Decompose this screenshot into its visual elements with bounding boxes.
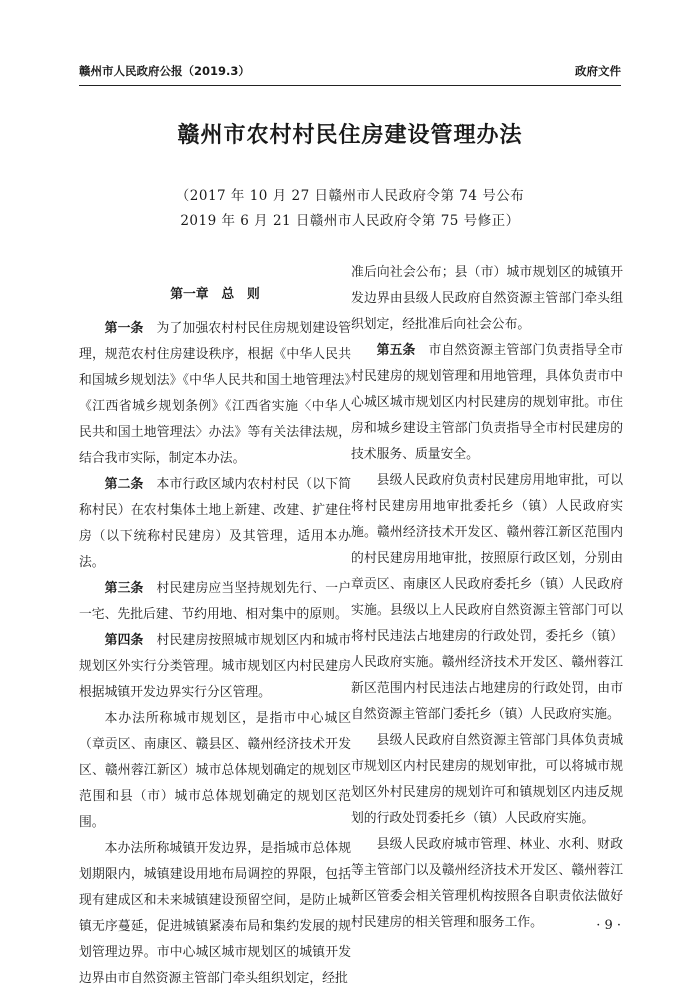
page-number: · 9 ·	[596, 918, 621, 933]
article-4	[79, 628, 351, 706]
paragraph: 县级人民政府自然资源主管部门具体负责城市规划区内村民建房的规划审批，可以将城市规划区外村民建房的规划许可和镇规划区内违反规划的行政处罚委托乡（镇）人民政府实施。	[351, 733, 623, 826]
article-5	[351, 338, 623, 468]
running-header	[79, 63, 621, 83]
article-label: 第三条	[104, 581, 144, 596]
left-column	[79, 260, 351, 992]
publication-note-line2: 2019 年 6 月 21 日赣州市人民政府令第 75 号修正）	[180, 213, 520, 229]
article-3	[79, 576, 351, 628]
article-text: 市自然资源主管部门负责指导全市村民建房的规划管理和用地管理，具体负责市中心城区城市规划区内村民建房的规划审批。市住房和城乡建设主管部门负责指导全市村民建房的技术服务、质量安全。	[351, 343, 624, 462]
article-text: 村民建房按照城市规划区内和城市规划区外实行分类管理。城市规划区内村民建房根据城镇开发边界实行分区管理。	[79, 633, 352, 700]
right-column	[351, 260, 623, 936]
article-1	[79, 316, 351, 472]
paragraph: 县级人民政府城市管理、林业、水利、财政等主管部门以及赣州经济技术开发区、赣州蓉江新区管委会相关管理机构按照各自职责依法做好村民建房的相关管理和服务工作。	[351, 837, 623, 930]
article-text: 本市行政区域内农村村民（以下简称村民）在农村集体土地上新建、改建、扩建住房（以下统称村民建房）及其管理，适用本办法。	[79, 477, 352, 570]
paragraph: 县级人民政府负责村民建房用地审批，可以将村民建房用地审批委托乡（镇）人民政府实施。赣州经济技术开发区、赣州蓉江新区范围内的村民建房用地审批，按照原行政区划，分别由章贡区、南康区人民政府委托乡（镇）人民政府实施。县级以上人民政府自然资源主管部门可以将村民违法占地建房的行政处罚，委托乡（镇）人民政府实施。赣州经济技术开发区、赣州蓉江新区范围内村民违法占地建房的行政处罚，由市自然资源主管部门委托乡（镇）人民政府实施。	[351, 473, 623, 722]
document-title: 赣州市农村村民住房建设管理办法	[177, 122, 523, 148]
paragraph: 本办法所称城镇开发边界，是指城市总体规划期限内，城镇建设用地布局调控的界限，包括现有建成区和未来城镇建设预留空间，是防止城镇无序蔓延，促进城镇紧凑布局和集约发展的规划管理边界。市中心城区城市规划区的城镇开发边界由市自然资源主管部门牵头组织划定，经批	[79, 841, 351, 986]
article-text: 村民建房应当坚持规划先行、一户一宅、先批后建、节约用地、相对集中的原则。	[79, 581, 352, 622]
chapter-heading: 第一章 总 则	[170, 287, 260, 302]
article-label: 第五条	[376, 343, 416, 358]
article-label: 第四条	[104, 633, 144, 648]
section-name: 政府文件	[575, 64, 621, 78]
paragraph-continued: 准后向社会公布；县（市）城市规划区的城镇开发边界由县级人民政府自然资源主管部门牵头组织划定，经批准后向社会公布。	[351, 265, 623, 332]
article-2	[79, 472, 351, 576]
article-text: 为了加强农村村民住房规划建设管理，规范农村住房建设秩序，根据《中华人民共和国城乡规划法》《中华人民共和国土地管理法》《江西省城乡规划条例》《江西省实施〈中华人民共和国土地管理法〉办法》等有关法律法规，结合我市实际，制定本办法。	[79, 321, 352, 466]
article-label: 第一条	[104, 321, 144, 336]
journal-name: 赣州市人民政府公报（2019.3）	[79, 64, 250, 78]
header-rule	[79, 85, 621, 86]
article-label: 第二条	[104, 477, 144, 492]
paragraph: 本办法所称城市规划区，是指市中心城区（章贡区、南康区、赣县区、赣州经济技术开发区、赣州蓉江新区）城市总体规划确定的规划区范围和县（市）城市总体规划确定的规划区范围。	[79, 711, 351, 830]
publication-note-line1: （2017 年 10 月 27 日赣州市人民政府令第 74 号公布	[175, 188, 525, 204]
